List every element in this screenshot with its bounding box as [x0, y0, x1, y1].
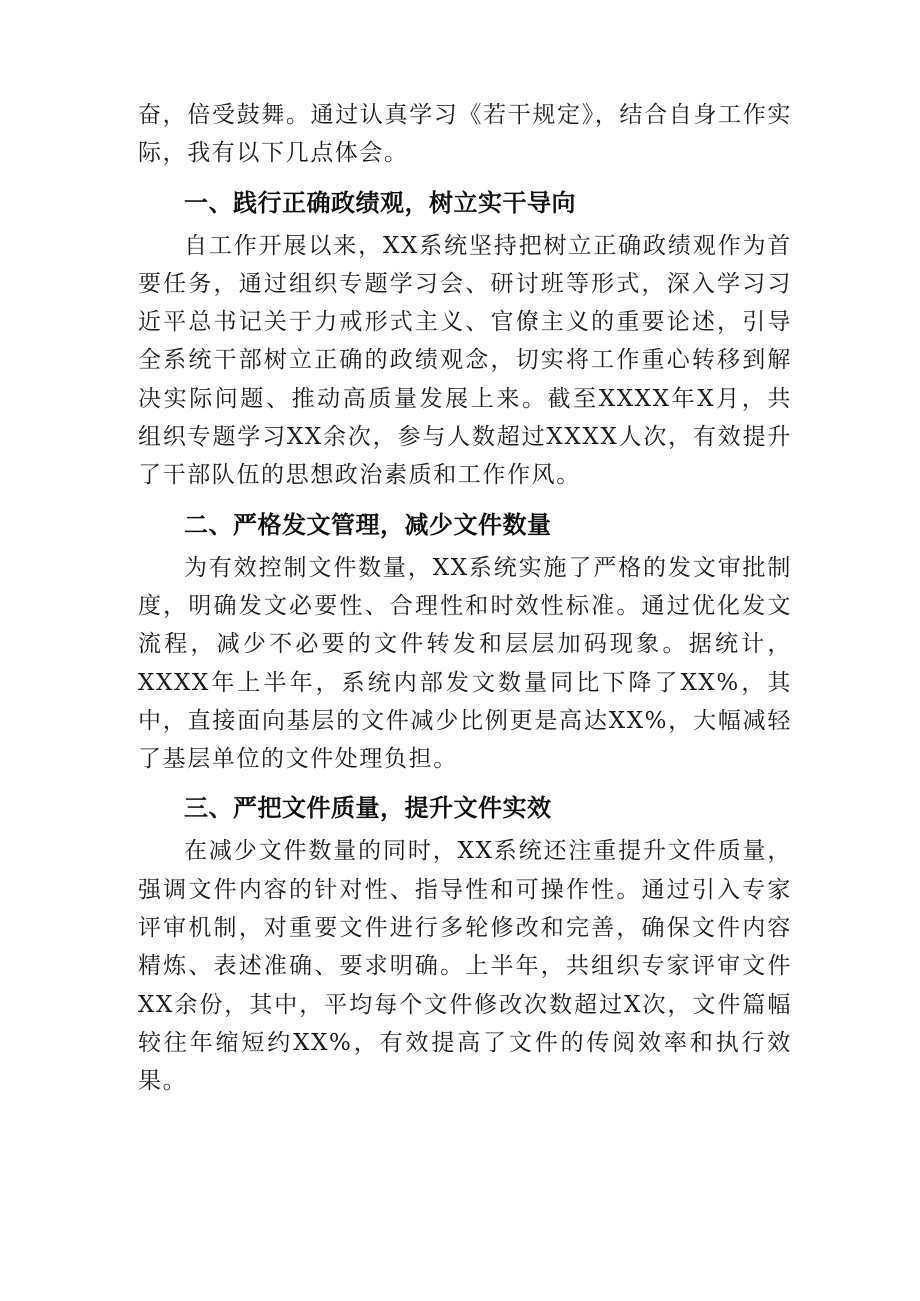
- document-content: [138, 96, 792, 1101]
- intro-paragraph: 奋，倍受鼓舞。通过认真学习《若干规定》，结合自身工作实际，我有以下几点体会。: [138, 102, 792, 167]
- section-1-heading: 一、践行正确政绩观，树立实干导向: [184, 188, 576, 217]
- section-2-heading: 二、严格发文管理，减少文件数量: [184, 510, 552, 539]
- section-3-heading: 三、严把文件质量，提升文件实效: [184, 794, 552, 823]
- section-3-body: 在减少文件数量的同时，XX系统还注重提升文件质量，强调文件内容的针对性、指导性和可操作性。通过引入专家评审机制，对重要文件进行多轮修改和完善，确保文件内容精炼、表述准确、要求明确。上半年，共组织专家评审文件XX余份，其中，平均每个文件修改次数超过X次，文件篇幅较往年缩短约XX%，有效提高了文件的传阅效率和执行效果。: [138, 838, 792, 1095]
- section-1-body: 自工作开展以来，XX系统坚持把树立正确政绩观作为首要任务，通过组织专题学习会、研讨班等形式，深入学习习近平总书记关于力戒形式主义、官僚主义的重要论述，引导全系统干部树立正确的政绩观念，切实将工作重心转移到解决实际问题、推动高质量发展上来。截至XXXX年X月，共组织专题学习XX余次，参与人数超过XXXX人次，有效提升了干部队伍的思想政治素质和工作作风。: [138, 232, 792, 489]
- section-2-body: 为有效控制文件数量，XX系统实施了严格的发文审批制度，明确发文必要性、合理性和时效性标准。通过优化发文流程，减少不必要的文件转发和层层加码现象。据统计，XXXX年上半年，系统内部发文数量同比下降了XX%，其中，直接面向基层的文件减少比例更是高达XX%，大幅减轻了基层单位的文件处理负担。: [138, 554, 792, 773]
